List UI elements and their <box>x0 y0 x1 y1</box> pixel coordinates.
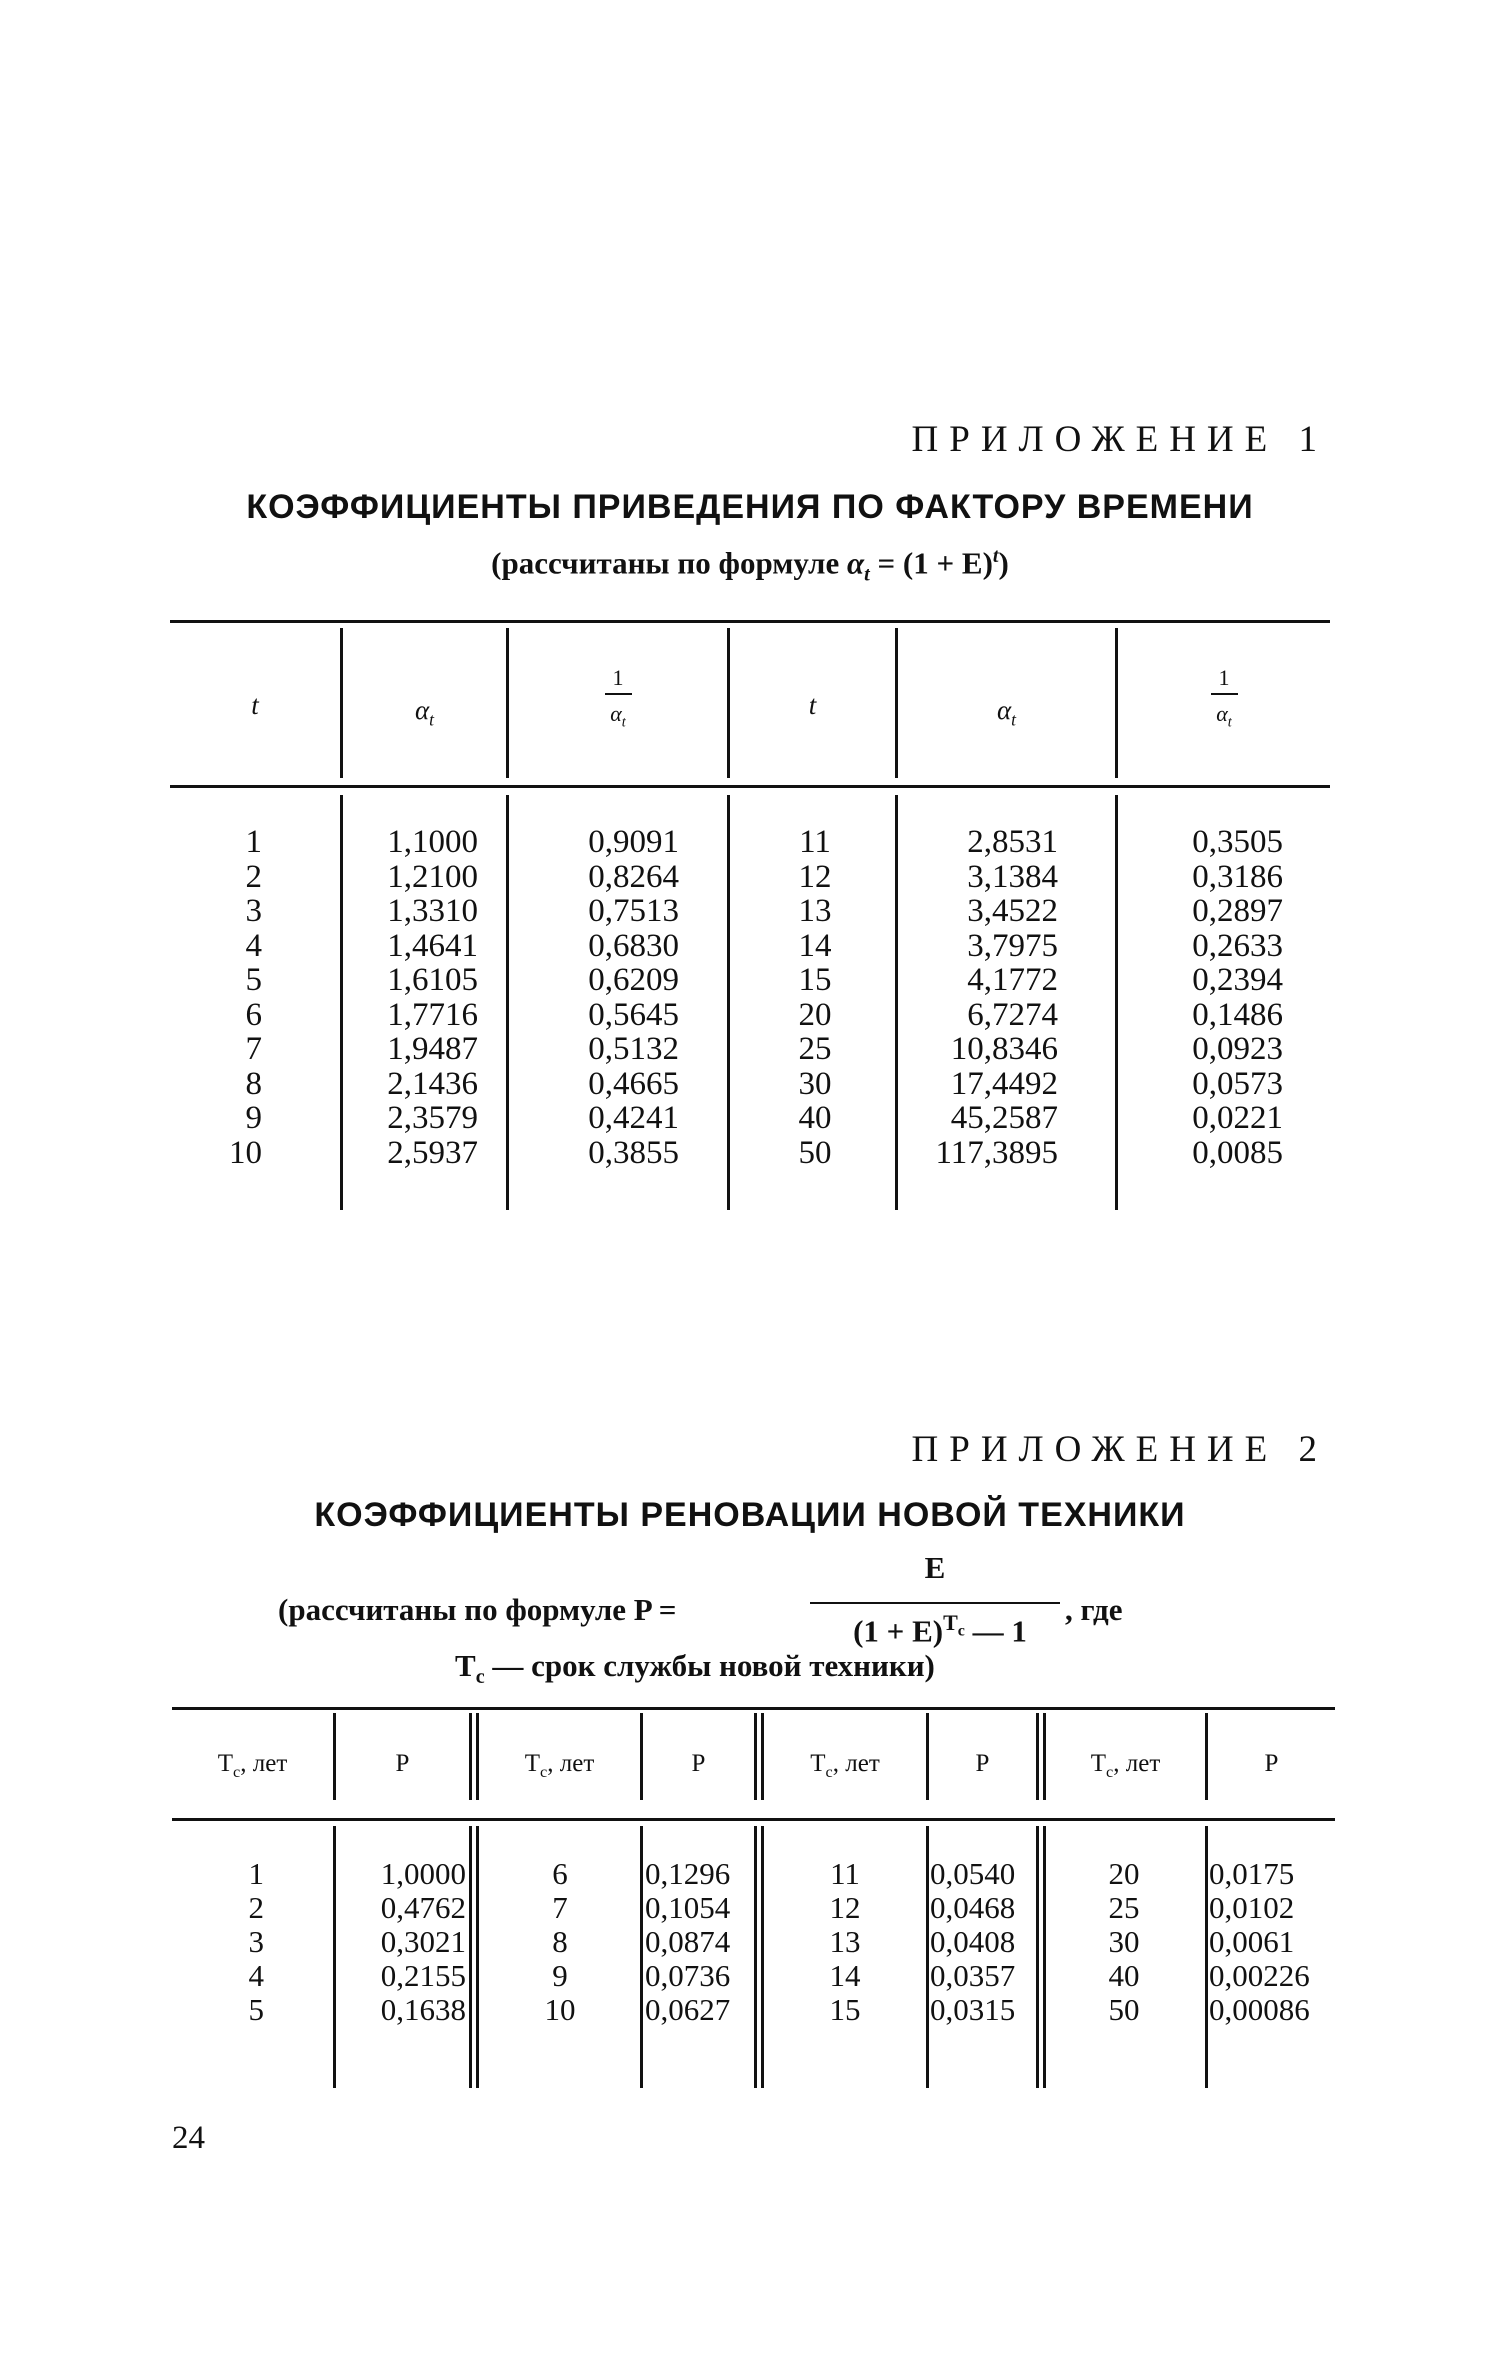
table-2-divider <box>1036 1713 1039 1800</box>
header-alpha-sub: t <box>429 709 435 730</box>
header-alpha-symbol: α <box>414 695 430 725</box>
cell: 0,3186 <box>1192 858 1283 895</box>
cell: 4 <box>245 927 262 964</box>
header-tc-unit: , лет <box>240 1750 288 1777</box>
cell: 20 <box>798 996 832 1033</box>
header-tc-2 <box>479 1750 640 1782</box>
cell: 10 <box>544 1992 576 2027</box>
cell: 6 <box>552 1856 568 1891</box>
column-inv-left <box>509 825 679 1170</box>
header-tc-sub: c <box>540 1763 548 1781</box>
cell: 30 <box>1108 1924 1140 1959</box>
cell: 2 <box>248 1890 264 1925</box>
column-tc-4 <box>1080 1857 1168 2027</box>
cell: 0,1296 <box>645 1856 731 1891</box>
appendix-1-title: КОЭФФИЦИЕНТЫ ПРИВЕДЕНИЯ ПО ФАКТОРУ ВРЕМЕНИ <box>246 488 1254 526</box>
header-inv-right <box>1118 665 1330 731</box>
cell: 1,4641 <box>387 927 478 964</box>
cell: 0,0627 <box>645 1992 731 2027</box>
cell: 0,6209 <box>588 962 679 998</box>
cell: 0,4665 <box>588 1065 679 1102</box>
cell: 0,5645 <box>588 996 679 1033</box>
cell: 50 <box>798 1134 832 1171</box>
appendix-2-subtitle <box>0 1550 1500 1690</box>
cell: 25 <box>1108 1890 1140 1925</box>
formula-close: ) <box>998 545 1009 581</box>
cell: 0,6830 <box>588 927 679 964</box>
header-tc-unit: , лет <box>832 1750 880 1777</box>
appendix-2-title: КОЭФФИЦИЕНТЫ РЕНОВАЦИИ НОВОЙ ТЕХНИКИ <box>314 1496 1186 1534</box>
cell: 0,2394 <box>1192 962 1283 998</box>
cell: 0,1638 <box>380 1992 466 2027</box>
table-2-divider <box>926 1826 929 2088</box>
cell: 1,6105 <box>387 962 478 998</box>
header-p-3: P <box>975 1750 990 1777</box>
header-inv-num: 1 <box>1211 665 1238 695</box>
cell: 0,0175 <box>1209 1856 1295 1891</box>
cell: 1,1000 <box>387 824 478 860</box>
cell: 17,4492 <box>950 1065 1058 1102</box>
header-tc-unit: , лет <box>547 1750 595 1777</box>
cell: 10 <box>229 1134 262 1171</box>
header-tc-symbol: T <box>524 1750 541 1777</box>
cell: 3 <box>245 893 262 929</box>
cell: 0,2897 <box>1192 893 1283 929</box>
cell: 0,0221 <box>1192 1100 1283 1136</box>
table-2-divider <box>754 1826 757 2088</box>
header-p-1: P <box>395 1750 410 1777</box>
cell: 0,3855 <box>588 1134 679 1171</box>
formula-exponent: t <box>992 545 999 567</box>
column-alpha-right <box>898 825 1058 1170</box>
table-2-divider <box>761 1826 764 2088</box>
formula-alpha: α <box>846 545 865 581</box>
header-alpha-symbol: α <box>996 695 1012 725</box>
cell: 3,4522 <box>967 893 1058 929</box>
header-alpha-right <box>898 695 1115 730</box>
formula-where: , где <box>1065 1592 1123 1627</box>
column-p-1 <box>336 1857 466 2027</box>
cell: 6,7274 <box>967 996 1058 1033</box>
header-t-left: t <box>251 690 259 720</box>
cell: 0,0102 <box>1209 1890 1295 1925</box>
cell: 1,2100 <box>387 858 478 895</box>
header-inv-left <box>509 665 727 731</box>
cell: 0,00226 <box>1209 1958 1310 1993</box>
cell: 12 <box>798 858 832 895</box>
column-p-2 <box>645 1857 753 2027</box>
cell: 5 <box>248 1992 264 2027</box>
header-t-right: t <box>808 690 817 720</box>
cell: 0,7513 <box>588 893 679 929</box>
header-tc-unit: , лет <box>1113 1750 1161 1777</box>
formula-den-tail: — 1 <box>972 1613 1027 1649</box>
cell: 15 <box>829 1992 861 2027</box>
cell: 1 <box>245 824 262 860</box>
cell: 14 <box>829 1958 861 1993</box>
cell: 1,9487 <box>387 1031 478 1067</box>
table-2-divider <box>640 1826 643 2088</box>
cell: 7 <box>245 1031 262 1067</box>
cell: 1,7716 <box>387 996 478 1033</box>
header-tc-symbol: T <box>1090 1750 1107 1777</box>
cell: 20 <box>1108 1856 1140 1891</box>
cell: 0,0061 <box>1209 1924 1295 1959</box>
cell: 0,0736 <box>645 1958 731 1993</box>
cell: 13 <box>829 1924 861 1959</box>
appendix-2-label: ПРИЛОЖЕНИЕ 2 <box>911 1429 1328 1470</box>
cell: 8 <box>552 1924 568 1959</box>
cell: 3 <box>248 1924 264 1959</box>
cell: 45,2587 <box>950 1100 1058 1136</box>
column-inv-right <box>1118 825 1283 1170</box>
header-p-4: P <box>1264 1750 1279 1777</box>
cell: 2,5937 <box>387 1134 478 1171</box>
appendix-1-subtitle <box>0 545 1500 587</box>
cell: 40 <box>798 1100 832 1136</box>
cell: 4,1772 <box>967 962 1058 998</box>
table-1-header-rule <box>170 785 1330 788</box>
formula-equals: = <box>877 545 896 581</box>
column-t-right <box>760 825 870 1170</box>
header-alpha-left <box>343 695 506 730</box>
cell: 3,1384 <box>967 858 1058 895</box>
cell: 14 <box>798 927 832 964</box>
formula-den-exp: T <box>943 1610 958 1635</box>
cell: 0,0085 <box>1192 1134 1283 1171</box>
cell: 1,0000 <box>380 1856 466 1891</box>
cell: 5 <box>245 962 262 998</box>
cell: 0,0923 <box>1192 1031 1283 1067</box>
header-tc-sub: c <box>1106 1763 1114 1781</box>
header-inv-num: 1 <box>605 665 632 695</box>
subtitle-text: (рассчитаны по формуле <box>491 545 840 581</box>
cell: 0,0540 <box>930 1856 1016 1891</box>
tc-symbol-sub: c <box>475 1666 485 1689</box>
column-p-3 <box>930 1857 1036 2027</box>
cell: 0,4241 <box>588 1100 679 1136</box>
formula-fraction-bar <box>810 1602 1060 1604</box>
table-2-divider <box>1205 1826 1208 2088</box>
cell: 30 <box>798 1065 832 1102</box>
cell: 0,0315 <box>930 1992 1016 2027</box>
formula-denominator <box>815 1610 1065 1649</box>
table-1-divider <box>727 795 730 1210</box>
cell: 0,9091 <box>588 824 679 860</box>
header-inv-den-sub: t <box>621 714 626 731</box>
cell: 50 <box>1108 1992 1140 2027</box>
cell: 4 <box>248 1958 264 1993</box>
cell: 8 <box>245 1065 262 1102</box>
formula-rhs: (1 + E) <box>902 545 993 581</box>
cell: 10,8346 <box>950 1031 1058 1067</box>
header-tc-3 <box>764 1750 926 1782</box>
table-2-divider <box>476 1826 479 2088</box>
cell: 11 <box>799 824 831 860</box>
header-tc-sub: c <box>233 1763 241 1781</box>
cell: 0,1054 <box>645 1890 731 1925</box>
table-2-header-rule <box>172 1818 1335 1821</box>
cell: 0,0573 <box>1192 1065 1283 1102</box>
cell: 9 <box>245 1100 262 1136</box>
table-2-divider <box>469 1713 472 1800</box>
cell: 9 <box>552 1958 568 1993</box>
cell: 0,00086 <box>1209 1992 1310 2027</box>
cell: 0,0357 <box>930 1958 1016 1993</box>
cell: 2,8531 <box>967 824 1058 860</box>
subtitle-line-2 <box>455 1648 935 1689</box>
table-2-divider <box>1043 1826 1046 2088</box>
cell: 2,3579 <box>387 1100 478 1136</box>
header-alpha-sub: t <box>1011 709 1017 730</box>
appendix-1-label: ПРИЛОЖЕНИЕ 1 <box>911 419 1328 460</box>
cell: 0,8264 <box>588 858 679 895</box>
formula-den-base: (1 + E) <box>853 1613 944 1649</box>
cell: 6 <box>245 996 262 1033</box>
cell: 2 <box>245 858 262 895</box>
formula-den-exp-sub: c <box>957 1622 965 1640</box>
column-t-left <box>170 825 262 1170</box>
table-2-divider <box>1036 1826 1039 2088</box>
cell: 3,7975 <box>967 927 1058 964</box>
header-inv-den: α <box>610 701 622 726</box>
cell: 13 <box>798 893 832 929</box>
cell: 11 <box>830 1856 860 1891</box>
cell: 40 <box>1108 1958 1140 1993</box>
header-tc-4 <box>1046 1750 1205 1782</box>
header-tc-1 <box>172 1750 333 1782</box>
table-1-top-rule <box>170 620 1330 623</box>
cell: 1 <box>248 1856 264 1891</box>
formula-alpha-sub: t <box>864 563 870 586</box>
column-alpha-left <box>343 825 478 1170</box>
cell: 0,2633 <box>1192 927 1283 964</box>
column-tc-1 <box>172 1857 264 2027</box>
cell: 0,0468 <box>930 1890 1016 1925</box>
cell: 0,5132 <box>588 1031 679 1067</box>
cell: 0,4762 <box>380 1890 466 1925</box>
tc-description: — срок службы новой техники) <box>492 1648 935 1683</box>
column-tc-3 <box>800 1857 890 2027</box>
page-number: 24 <box>172 2120 205 2156</box>
formula-numerator: E <box>924 1550 946 1585</box>
cell: 2,1436 <box>387 1065 478 1102</box>
subtitle-text: (рассчитаны по формуле P = <box>278 1592 677 1627</box>
column-p-4 <box>1209 1857 1335 2027</box>
header-p-2: P <box>691 1750 706 1777</box>
cell: 25 <box>798 1031 832 1067</box>
cell: 0,0874 <box>645 1924 731 1959</box>
header-inv-den-sub: t <box>1227 714 1232 731</box>
cell: 7 <box>552 1890 568 1925</box>
cell: 1,3310 <box>387 893 478 929</box>
cell: 0,1486 <box>1192 996 1283 1033</box>
cell: 0,3021 <box>380 1924 466 1959</box>
header-inv-den: α <box>1216 701 1228 726</box>
cell: 0,2155 <box>380 1958 466 1993</box>
table-2-top-rule <box>172 1707 1335 1710</box>
column-tc-2 <box>520 1857 600 2027</box>
cell: 0,0408 <box>930 1924 1016 1959</box>
header-tc-symbol: T <box>810 1750 826 1777</box>
header-tc-symbol: T <box>217 1750 234 1777</box>
cell: 15 <box>798 962 832 998</box>
table-2-divider <box>754 1713 757 1800</box>
cell: 12 <box>829 1890 861 1925</box>
header-tc-sub: c <box>825 1763 833 1781</box>
tc-symbol: T <box>455 1648 476 1683</box>
cell: 0,3505 <box>1192 824 1283 860</box>
cell: 117,3895 <box>935 1134 1058 1171</box>
table-2-divider <box>469 1826 472 2088</box>
